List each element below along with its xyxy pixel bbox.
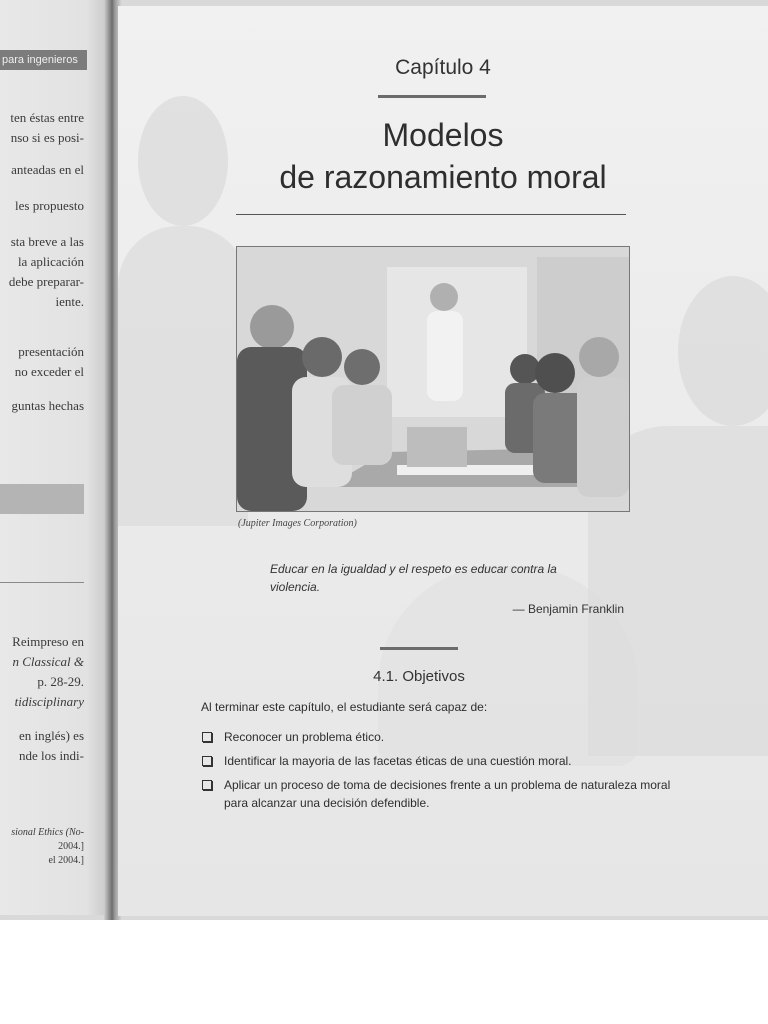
left-paragraph [0,232,108,312]
footnote-line: 2004.] [58,841,84,852]
section-heading: 4.1. Objetivos [373,668,465,685]
text-line: tidisciplinary [14,694,84,709]
text-line: sta breve a las [10,234,84,249]
left-paragraph [0,726,108,766]
text-line: guntas hechas [11,398,84,413]
grey-band [0,484,84,514]
left-paragraph [0,108,108,148]
checkbox-icon [202,756,212,766]
title-line: Modelos [382,117,504,153]
checkbox-icon [202,780,212,790]
left-reference [0,632,108,712]
objectives-intro: Al terminar este capítulo, el estudiante será capaz de: [201,700,488,714]
text-line: en inglés) es [19,728,84,743]
checkbox-icon [202,732,212,742]
list-item [202,752,672,770]
footnote-line: el 2004.] [48,855,84,866]
objective-text: Identificar la mayoria de las facetas éticas de una cuestión moral. [224,754,572,768]
text-line: les propuesto [15,198,84,213]
meeting-illustration [237,247,629,511]
left-paragraph [0,160,108,180]
text-line: nso si es posi- [10,130,84,145]
photo-caption: (Jupiter Images Corporation) [238,518,357,529]
running-header-tab: para ingenieros [0,50,87,70]
objectives-list [202,728,672,818]
meeting-photo [236,246,630,512]
left-footnotes [0,826,108,868]
text-line: la aplicación [17,254,84,269]
chapter-title [118,114,768,198]
divider [0,582,84,583]
right-page [118,6,768,916]
objective-text: Aplicar un proceso de toma de decisiones frente a un problema de naturaleza moral para alcanzar una decisión defendible. [224,778,671,810]
chapter-rule [378,95,486,98]
text-line: Reimpreso en [12,634,84,649]
text-line: anteadas en el [11,162,84,177]
left-page [0,0,108,915]
chapter-label: Capítulo 4 [395,56,491,79]
text-line: ten éstas entre [10,110,84,125]
objective-text: Reconocer un problema ético. [224,730,385,744]
list-item [202,728,672,746]
background-figure [118,226,248,526]
left-paragraph [0,342,108,382]
footnote-line: sional Ethics (No- [11,827,84,838]
text-line: presentación [18,344,84,359]
text-line: debe preparar- [8,274,84,289]
list-item [202,776,672,812]
text-line: nde los indi- [19,748,84,763]
title-rule [236,214,626,215]
epigraph-author: — Benjamin Franklin [512,602,624,616]
left-paragraph [0,196,108,216]
text-line: no exceder el [14,364,84,379]
text-line: p. 28-29. [37,674,84,689]
text-line: n Classical & [12,654,84,669]
text-line: iente. [55,294,84,309]
left-paragraph [0,396,108,416]
section-rule [380,647,458,650]
title-line: de razonamiento moral [279,159,607,195]
blank-margin [0,920,768,1024]
background-figure [678,276,768,426]
epigraph: Educar en la igualdad y el respeto es educar contra la violencia. [270,562,557,594]
